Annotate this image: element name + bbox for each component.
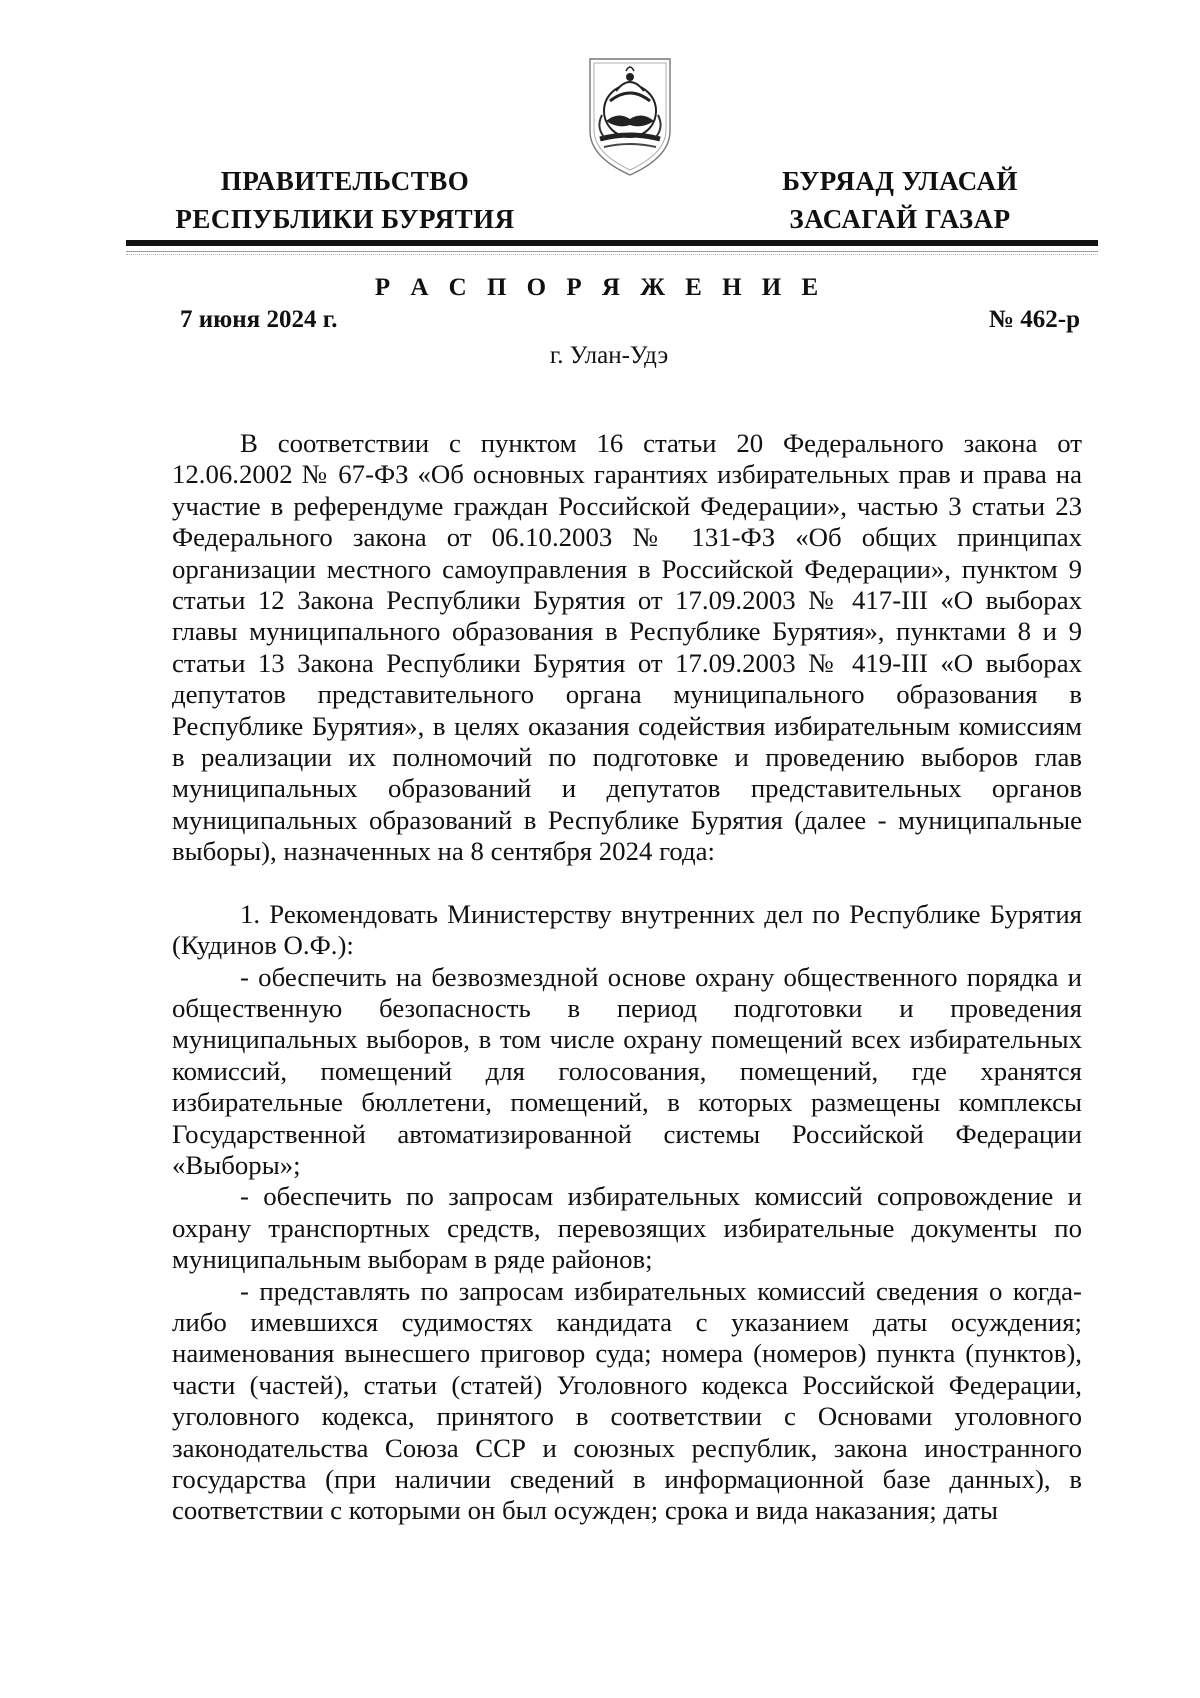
item-1-subitem: - обеспечить по запросам избирательных комиссий сопровождение и охрану транспортных средств, перевозящих избирательные документы по муниципальным выборам в ряде районов; bbox=[172, 1181, 1082, 1275]
item-1-subitem: - обеспечить на безвозмездной основе охрану общественного порядка и общественную безопасность в период подготовки и проведения муниципальных выборов, в том числе охрану помещений всех избирательных комиссий, помещений для голосования, помещений, где хранятся избирательные бюллетени, помещений, в которых размещены комплексы Государственной автоматизированной системы Российской Федерации «Выборы»; bbox=[172, 961, 1082, 1180]
document-body bbox=[172, 428, 1082, 1527]
government-name-russian-line1: ПРАВИТЕЛЬСТВО bbox=[220, 166, 470, 196]
header-divider bbox=[126, 240, 1098, 246]
item-1-subitem: - представлять по запросам избирательных комиссий сведения о когда-либо имевшихся судимостях кандидата с указанием даты осуждения; наименования вынесшего приговор суда; номера (номеров) пункта (пунктов), части (частей), статьи (статей) Уголовного кодекса Российской Федерации, уголовного кодекса, принятого в соответствии с Основами уголовного законодательства Союза ССР и союзных республик, закона иностранного государства (при наличии сведений в информационной базе данных), в соответствии с которыми он был осужден; срока и вида наказания; даты bbox=[172, 1275, 1082, 1526]
government-name-buryat bbox=[760, 162, 1040, 238]
document-date: 7 июня 2024 г. bbox=[180, 306, 338, 333]
document-city: г. Улан-Удэ bbox=[549, 342, 669, 369]
document-type-title: Р А С П О Р Я Ж Е Н И Е bbox=[374, 274, 826, 301]
document-number: № 462-р bbox=[988, 306, 1080, 333]
item-1-paragraph: 1. Рекомендовать Министерству внутренних дел по Республике Бурятия (Кудинов О.Ф.): bbox=[172, 898, 1082, 961]
government-name-russian-line2: РЕСПУБЛИКИ БУРЯТИЯ bbox=[175, 204, 515, 234]
government-name-buryat-line1: БУРЯАД УЛАСАЙ bbox=[782, 166, 1018, 196]
government-name-buryat-line2: ЗАСАГАЙ ГАЗАР bbox=[789, 204, 1011, 234]
preamble-paragraph: В соответствии с пунктом 16 статьи 20 Федерального закона от 12.06.2002 № 67-ФЗ «Об основных гарантиях избирательных прав и права на участие в референдуме граждан Российской Федерации», частью 3 статьи 23 Федерального закона от 06.10.2003 № 131-ФЗ «Об общих принципах организации местного самоуправления в Российской Федерации», пунктом 9 статьи 12 Закона Республики Бурятия от 17.09.2003 № 417-III «О выборах главы муниципального образования в Республике Бурятия», пунктами 8 и 9 статьи 13 Закона Республики Бурятия от 17.09.2003 № 419-III «О выборах депутатов представительного органа муниципального образования в Республике Бурятия», в целях оказания содействия избирательным комиссиям в реализации их полномочий по подготовке и проведению выборов глав муниципальных образований и депутатов представительных органов муниципальных образований в Республике Бурятия (далее - муниципальные выборы), назначенных на 8 сентября 2024 года: bbox=[172, 428, 1082, 867]
header-divider-thin bbox=[126, 251, 1098, 252]
coat-of-arms-icon bbox=[582, 53, 678, 179]
header-divider-dotted bbox=[126, 254, 1098, 255]
government-name-russian bbox=[160, 162, 530, 238]
